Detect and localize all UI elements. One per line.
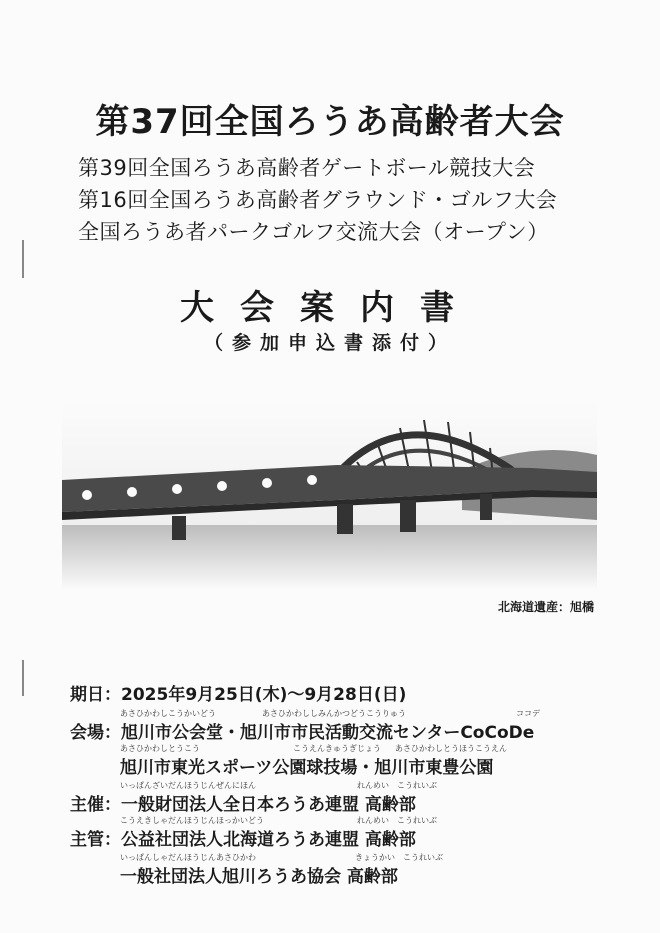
ruby-annotation: あさひかわししみんかつどうこうりゅう [262, 709, 406, 718]
ruby-annotation: れんめい こうれいぶ [357, 816, 437, 825]
margin-mark [22, 660, 24, 696]
subtitle-3: 全国ろうあ者パークゴルフ交流大会（オープン） [78, 220, 549, 244]
ruby-annotation: あさひかわしこうかいどう [120, 709, 216, 718]
date-line: 期日：2025年9月25日(木)～9月28日(日) [70, 685, 407, 705]
subtitle-1: 第39回全国ろうあ高齢者ゲートボール競技大会 [78, 156, 536, 180]
venue-line-2: 旭川市東光スポーツ公園球技場・旭川市東豊公園 [120, 758, 494, 778]
ruby-annotation: きょうかい こうれいぶ [355, 853, 443, 862]
organizer-line-1: 主管：公益社団法人北海道ろうあ連盟 高齢部 [70, 830, 416, 850]
doc-title: 大会案内書 [180, 288, 480, 328]
photo-caption: 北海道遺産：旭橋 [497, 600, 594, 614]
organizer-line-2: 一般社団法人旭川ろうあ協会 高齢部 [120, 867, 398, 887]
ruby-annotation: あさひかわしとうほうこうえん [395, 744, 507, 753]
ruby-annotation: いっぱんしゃだんほうじんあさひかわ [120, 853, 256, 862]
host-line: 主催：一般財団法人全日本ろうあ連盟 高齢部 [70, 795, 416, 815]
ruby-annotation: れんめい こうれいぶ [357, 781, 437, 790]
main-title: 第37回全国ろうあ高齢者大会 [95, 102, 565, 142]
ruby-annotation: こうえんきゅうぎじょう [293, 744, 381, 753]
ruby-annotation: ココデ [516, 709, 540, 718]
ruby-annotation: あさひかわしとうこう [120, 744, 200, 753]
bridge-photo [62, 400, 597, 590]
margin-mark [22, 240, 24, 278]
ruby-annotation: こうえきしゃだんほうじんほっかいどう [120, 816, 264, 825]
doc-subtitle: （参加申込書添付） [203, 332, 456, 354]
subtitle-2: 第16回全国ろうあ高齢者グラウンド・ゴルフ大会 [78, 188, 558, 212]
venue-line-1: 会場：旭川市公会堂・旭川市市民活動交流センターCoCoDe [70, 723, 535, 743]
ruby-annotation: いっぱんざいだんほうじんぜんにほん [120, 781, 256, 790]
